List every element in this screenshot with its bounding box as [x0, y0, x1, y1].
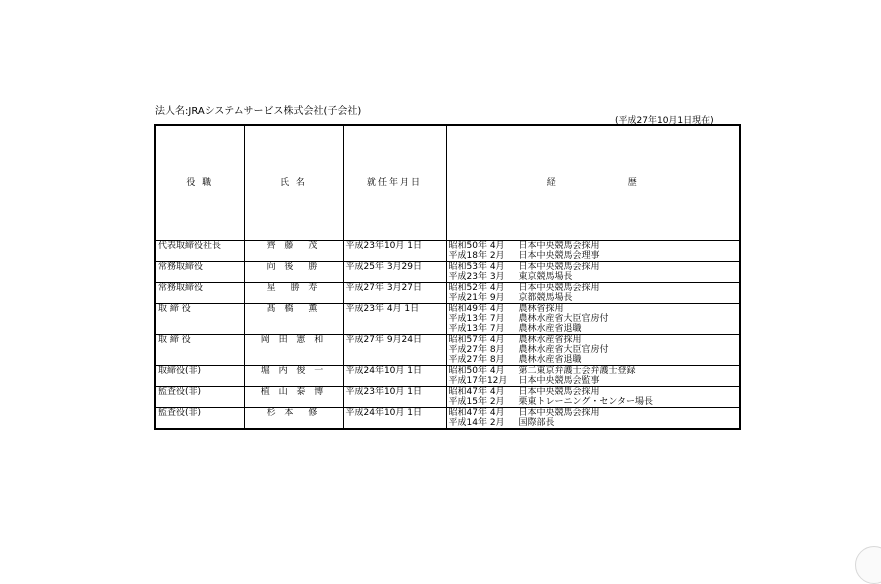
career-date: 昭和50年 4月: [448, 241, 505, 251]
career-description: 日本中央競馬会採用: [518, 241, 600, 251]
career-description: 農林水産省退職: [518, 324, 582, 334]
career-entry: [449, 355, 738, 365]
officer-title: 取 締 役: [155, 335, 244, 366]
career-entry: [449, 283, 738, 293]
officer-name: 岡 田 憲 和: [244, 335, 343, 366]
officer-row: [155, 366, 740, 387]
officer-title: 監査役(非): [155, 408, 244, 430]
header-title: 役 職: [155, 125, 244, 241]
as-of-date: (平成27年10月1日現在): [615, 116, 714, 126]
officer-name: 星 勝 寿: [244, 283, 343, 304]
career-date: 昭和47年 4月: [448, 387, 505, 397]
officer-name: 堀 内 俊 一: [244, 366, 343, 387]
career-entry: [449, 251, 738, 261]
career-history: [446, 387, 740, 408]
career-history: [446, 304, 740, 335]
career-history: [446, 283, 740, 304]
officer-name: 髙 橋 薫: [244, 304, 343, 335]
officer-name: 杉 本 修: [244, 408, 343, 430]
appointment-date: 平成25年 3月29日: [343, 262, 446, 283]
career-date: 平成14年 2月: [448, 418, 505, 428]
header-career-right: 歴: [627, 178, 639, 188]
career-description: 日本中央競馬会採用: [518, 283, 600, 293]
officer-title: 代表取締役社長: [155, 241, 244, 262]
career-entry: [449, 262, 738, 272]
career-entry: [449, 397, 738, 407]
officer-row: [155, 387, 740, 408]
header-date: 就任年月日: [343, 125, 446, 241]
officer-row: [155, 408, 740, 430]
career-description: 農林水産省大臣官房付: [518, 345, 609, 355]
career-description: 日本中央競馬会採用: [518, 262, 600, 272]
appointment-date: 平成24年10月 1日: [343, 366, 446, 387]
career-entry: [449, 314, 738, 324]
career-description: 農林水産省大臣官房付: [518, 314, 609, 324]
career-date: 平成27年 8月: [448, 355, 505, 365]
career-date: 平成21年 9月: [448, 293, 505, 303]
career-description: 農林水産省採用: [518, 335, 582, 345]
career-description: 東京競馬場長: [518, 272, 573, 282]
career-entry: [449, 408, 738, 418]
officers-table: [154, 124, 741, 430]
career-entry: [449, 418, 738, 428]
appointment-date: 平成27年 9月24日: [343, 335, 446, 366]
career-description: 農林省採用: [518, 304, 564, 314]
career-date: 平成23年 3月: [448, 272, 505, 282]
appointment-date: 平成23年 4月 1日: [343, 304, 446, 335]
officer-row: [155, 304, 740, 335]
career-entry: [449, 376, 738, 386]
career-entry: [449, 304, 738, 314]
header-career-left: 経: [546, 178, 558, 188]
career-date: 平成17年12月: [448, 376, 508, 386]
officer-row: [155, 241, 740, 262]
corner-circle-icon: [855, 546, 881, 584]
header-career: [446, 125, 740, 241]
officer-row: [155, 262, 740, 283]
career-description: 第二東京弁護士会弁護士登録: [518, 366, 636, 376]
career-date: 平成18年 2月: [448, 251, 505, 261]
career-date: 平成13年 7月: [448, 324, 505, 334]
officer-title: 取 締 役: [155, 304, 244, 335]
officer-row: [155, 335, 740, 366]
career-entry: [449, 324, 738, 334]
career-history: [446, 241, 740, 262]
career-description: 日本中央競馬会理事: [518, 251, 600, 261]
career-entry: [449, 272, 738, 282]
career-description: 農林水産省退職: [518, 355, 582, 365]
career-entry: [449, 241, 738, 251]
officer-title: 常務取締役: [155, 262, 244, 283]
officer-title: 取締役(非): [155, 366, 244, 387]
corporation-name: 法人名:JRAシステムサービス株式会社(子会社): [155, 106, 362, 117]
appointment-date: 平成23年10月 1日: [343, 387, 446, 408]
appointment-date: 平成24年10月 1日: [343, 408, 446, 430]
appointment-date: 平成23年10月 1日: [343, 241, 446, 262]
table-header-row: [155, 125, 740, 241]
officer-name: 植 山 泰 博: [244, 387, 343, 408]
officer-name: 齊 藤 茂: [244, 241, 343, 262]
career-description: 国際部長: [518, 418, 555, 428]
career-history: [446, 335, 740, 366]
officer-name: 向 後 勝: [244, 262, 343, 283]
career-date: 昭和52年 4月: [448, 283, 505, 293]
officer-title: 常務取締役: [155, 283, 244, 304]
career-history: [446, 408, 740, 430]
career-description: 京都競馬場長: [518, 293, 573, 303]
career-description: 日本中央競馬会採用: [518, 387, 600, 397]
officer-row: [155, 283, 740, 304]
career-entry: [449, 366, 738, 376]
career-date: 平成27年 8月: [448, 345, 505, 355]
officer-title: 監査役(非): [155, 387, 244, 408]
header-name: 氏 名: [244, 125, 343, 241]
career-date: 平成13年 7月: [448, 314, 505, 324]
career-description: 栗東トレーニング・センター場長: [518, 397, 653, 407]
career-entry: [449, 345, 738, 355]
career-description: 日本中央競馬会監事: [518, 376, 600, 386]
career-date: 昭和49年 4月: [448, 304, 505, 314]
career-history: [446, 262, 740, 283]
career-description: 日本中央競馬会採用: [518, 408, 600, 418]
career-date: 昭和57年 4月: [448, 335, 505, 345]
career-entry: [449, 335, 738, 345]
career-date: 昭和50年 4月: [448, 366, 505, 376]
career-entry: [449, 293, 738, 303]
career-entry: [449, 387, 738, 397]
career-history: [446, 366, 740, 387]
career-date: 平成15年 2月: [448, 397, 505, 407]
career-date: 昭和53年 4月: [448, 262, 505, 272]
career-date: 昭和47年 4月: [448, 408, 505, 418]
appointment-date: 平成27年 3月27日: [343, 283, 446, 304]
